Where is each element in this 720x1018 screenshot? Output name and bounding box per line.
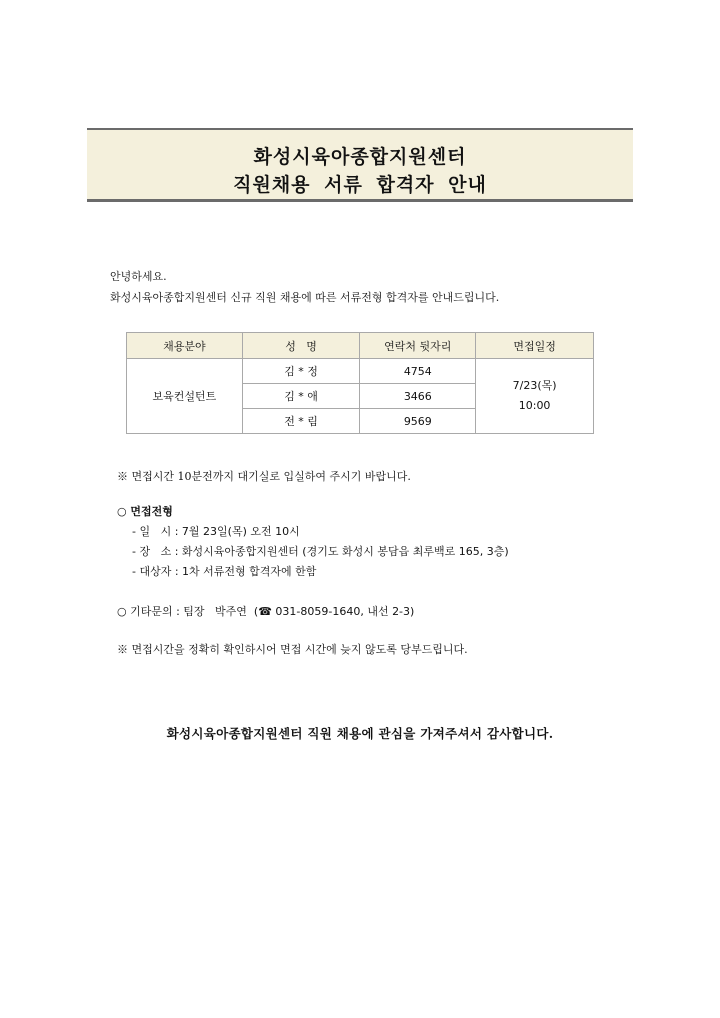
result-table xyxy=(126,332,594,434)
intro-greeting: 안녕하세요. xyxy=(110,270,167,283)
header-schedule: 면접일정 xyxy=(476,333,594,359)
name-cell: 김 * 애 xyxy=(242,384,360,409)
interview-section xyxy=(117,504,509,579)
title-line-2: 직원채용 서류 합격자 안내 xyxy=(233,174,487,196)
title-box xyxy=(87,128,633,202)
table-header-row xyxy=(127,333,594,359)
name-cell: 전 * 림 xyxy=(242,409,360,434)
interview-target: - 대상자 : 1차 서류전형 합격자에 한함 xyxy=(132,565,317,578)
contact-info: ○ 기타문의 : 팀장 박주연 (☎ 031-8059-1640, 내선 2-3) xyxy=(117,605,415,618)
interview-title: ○ 면접전형 xyxy=(117,505,173,518)
phone-cell: 3466 xyxy=(360,384,476,409)
header-phone: 연락처 뒷자리 xyxy=(360,333,476,359)
field-cell: 보육컨설턴트 xyxy=(127,359,243,434)
intro-body: 화성시육아종합지원센터 신규 직원 채용에 따른 서류전형 합격자를 안내드립니다. xyxy=(110,291,500,304)
closing-message: 화성시육아종합지원센터 직원 채용에 관심을 가져주셔서 감사합니다. xyxy=(166,726,554,741)
schedule-date: 7/23(목) xyxy=(512,379,557,392)
name-cell: 김 * 정 xyxy=(242,359,360,384)
schedule-time: 10:00 xyxy=(518,399,551,412)
schedule-cell xyxy=(476,359,594,434)
header-name: 성 명 xyxy=(242,333,360,359)
interview-date: - 일 시 : 7월 23일(목) 오전 10시 xyxy=(132,525,300,538)
table-row xyxy=(127,359,594,384)
title-line-1: 화성시육아종합지원센터 xyxy=(253,146,467,168)
arrival-note: ※ 면접시간 10분전까지 대기실로 입실하여 주시기 바랍니다. xyxy=(117,470,411,483)
phone-cell: 9569 xyxy=(360,409,476,434)
header-field: 채용분야 xyxy=(127,333,243,359)
punctuality-note: ※ 면접시간을 정확히 확인하시어 면접 시간에 늦지 않도록 당부드립니다. xyxy=(117,643,468,656)
interview-place: - 장 소 : 화성시육아종합지원센터 (경기도 화성시 봉담읍 최루백로 165, 3층) xyxy=(132,545,509,558)
phone-cell: 4754 xyxy=(360,359,476,384)
